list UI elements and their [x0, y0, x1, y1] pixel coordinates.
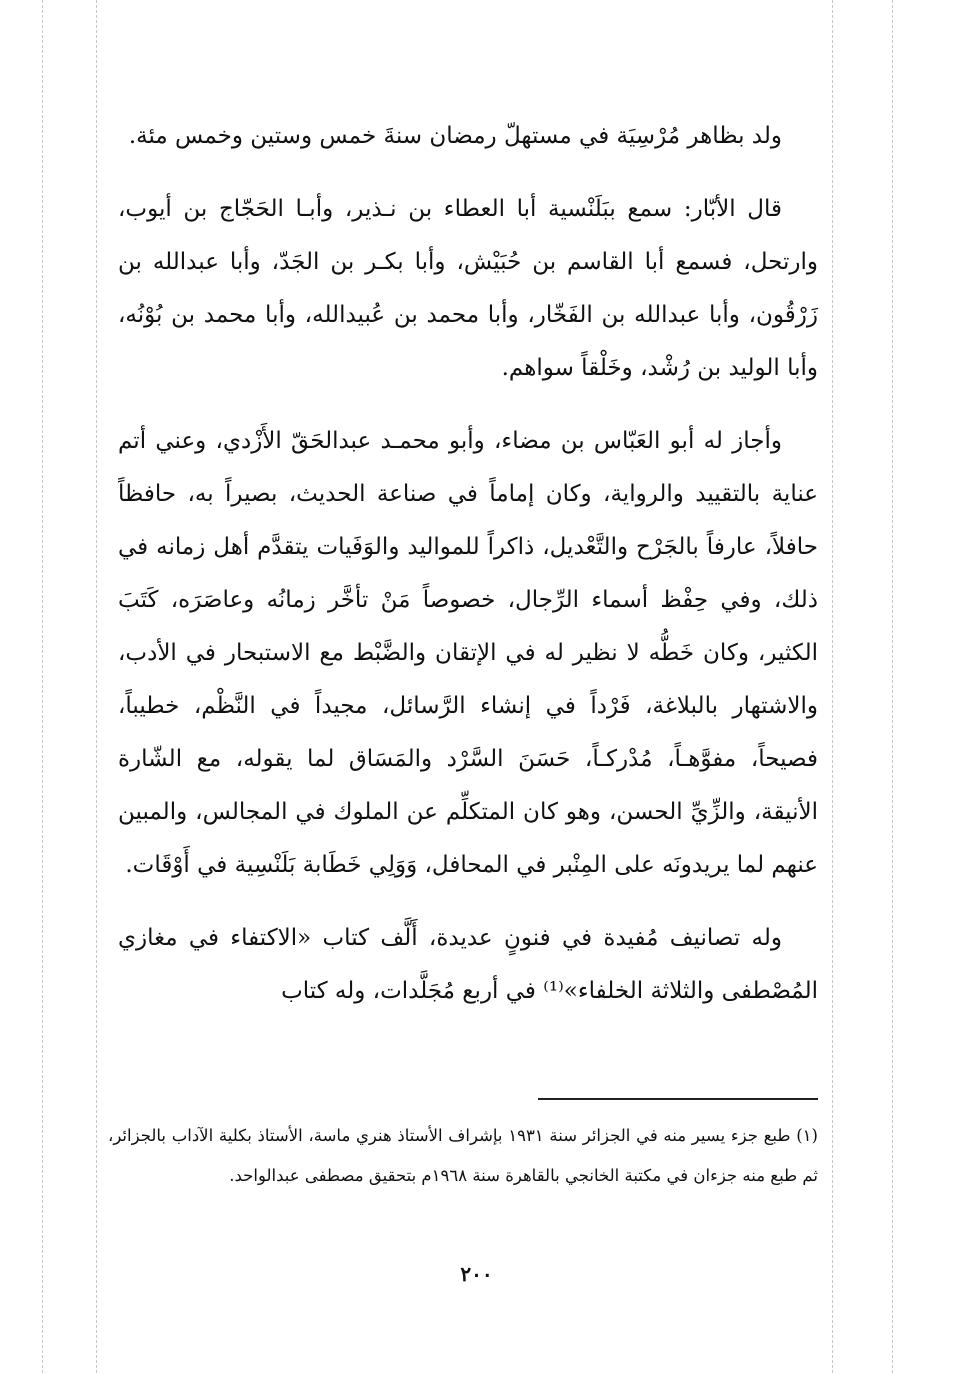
paragraph-3: وأجاز له أبو العَبّاس بن مضاء، وأبو محمـد عبدالحَقّ الأَزْدي، وعني أتم عناية بالتقييد والرواية، وكان إماماً في صناعة الحديث، بصيراً به، حافظاً حافلاً، عارفاً بالجَرْح والتَّعْديل، ذاكراً للمواليد والوَفَيات يتقدَّم أهل زمانه في ذلك، وفي حِفْظ أسماء الرِّجال، خصوصاً مَنْ تأخَّر زمانُه وعاصَرَه، كَتَبَ الكثير، وكان خَطُّه لا نظير له في الإتقان والضَّبْط مع الاستبحار في الأدب، والاشتهار بالبلاغة، فَرْداً في إنشاء الرَّسائل، مجيداً في النَّظْم، خطيباً، فصيحاً، مفوَّهـاً، مُدْركـاً، حَسَنَ السَّرْد والمَسَاق لما يقوله، مع الشّارة الأنيقة، والزِّيِّ الحسن، وهو كان المتكلِّم عن الملوك في المجالس، والمبين عنهم لما يريدونَه على المِنْبر في المحافل، وَوَلِي خَطَابة بَلَنْسِية في أَوْقَات. [118, 428, 818, 878]
paragraph-1: ولد بظاهر مُرْسِيَة في مستهلّ رمضان سنةَ خمس وستين وخمس مئة. [128, 123, 782, 149]
scan-guide-line [42, 0, 43, 1373]
scan-guide-line [96, 0, 97, 1373]
footnotes [108, 1116, 818, 1196]
main-text [118, 110, 818, 1038]
footnote-1: (١) طبع جزء يسير منه في الجزائر سنة ١٩٣١ بإشراف الأستاذ هنري ماسة، الأستاذ بكلية الآداب بالجزائر، ثم طبع منه جزءان في مكتبة الخانجي بالقاهرة سنة ١٩٦٨م بتحقيق مصطفى عبدالواحد. [108, 1126, 818, 1185]
scan-guide-line [832, 0, 833, 1373]
paragraph-4: وله تصانيف مُفيدة في فنونٍ عديدة، أَلَّف كتاب «الاكتفاء في مغازي المُصْطفى والثلاثة الخلفاء»⁽¹⁾ في أربع مُجَلَّدات، وله كتاب [118, 925, 818, 1004]
paragraph-2: قال الأبّار: سمع ببَلَنْسية أبا العطاء بن نـذير، وأبـا الحَجّاج بن أيوب، وارتحل، فسمع أبا القاسم بن حُبَيْش، وأبا بكـر بن الجَدّ، وأبا عبدالله بن زَرْقُون، وأبا عبدالله بن الفَخّار، وأبا محمد بن عُبيدالله، وأبا محمد بن بُوْنُه، وأبا الوليد بن رُشْد، وخَلْقاً سواهم. [118, 196, 818, 381]
scan-guide-line [892, 0, 893, 1373]
footnote-separator [538, 1098, 818, 1100]
page-number: ٢٠٠ [460, 1262, 493, 1286]
